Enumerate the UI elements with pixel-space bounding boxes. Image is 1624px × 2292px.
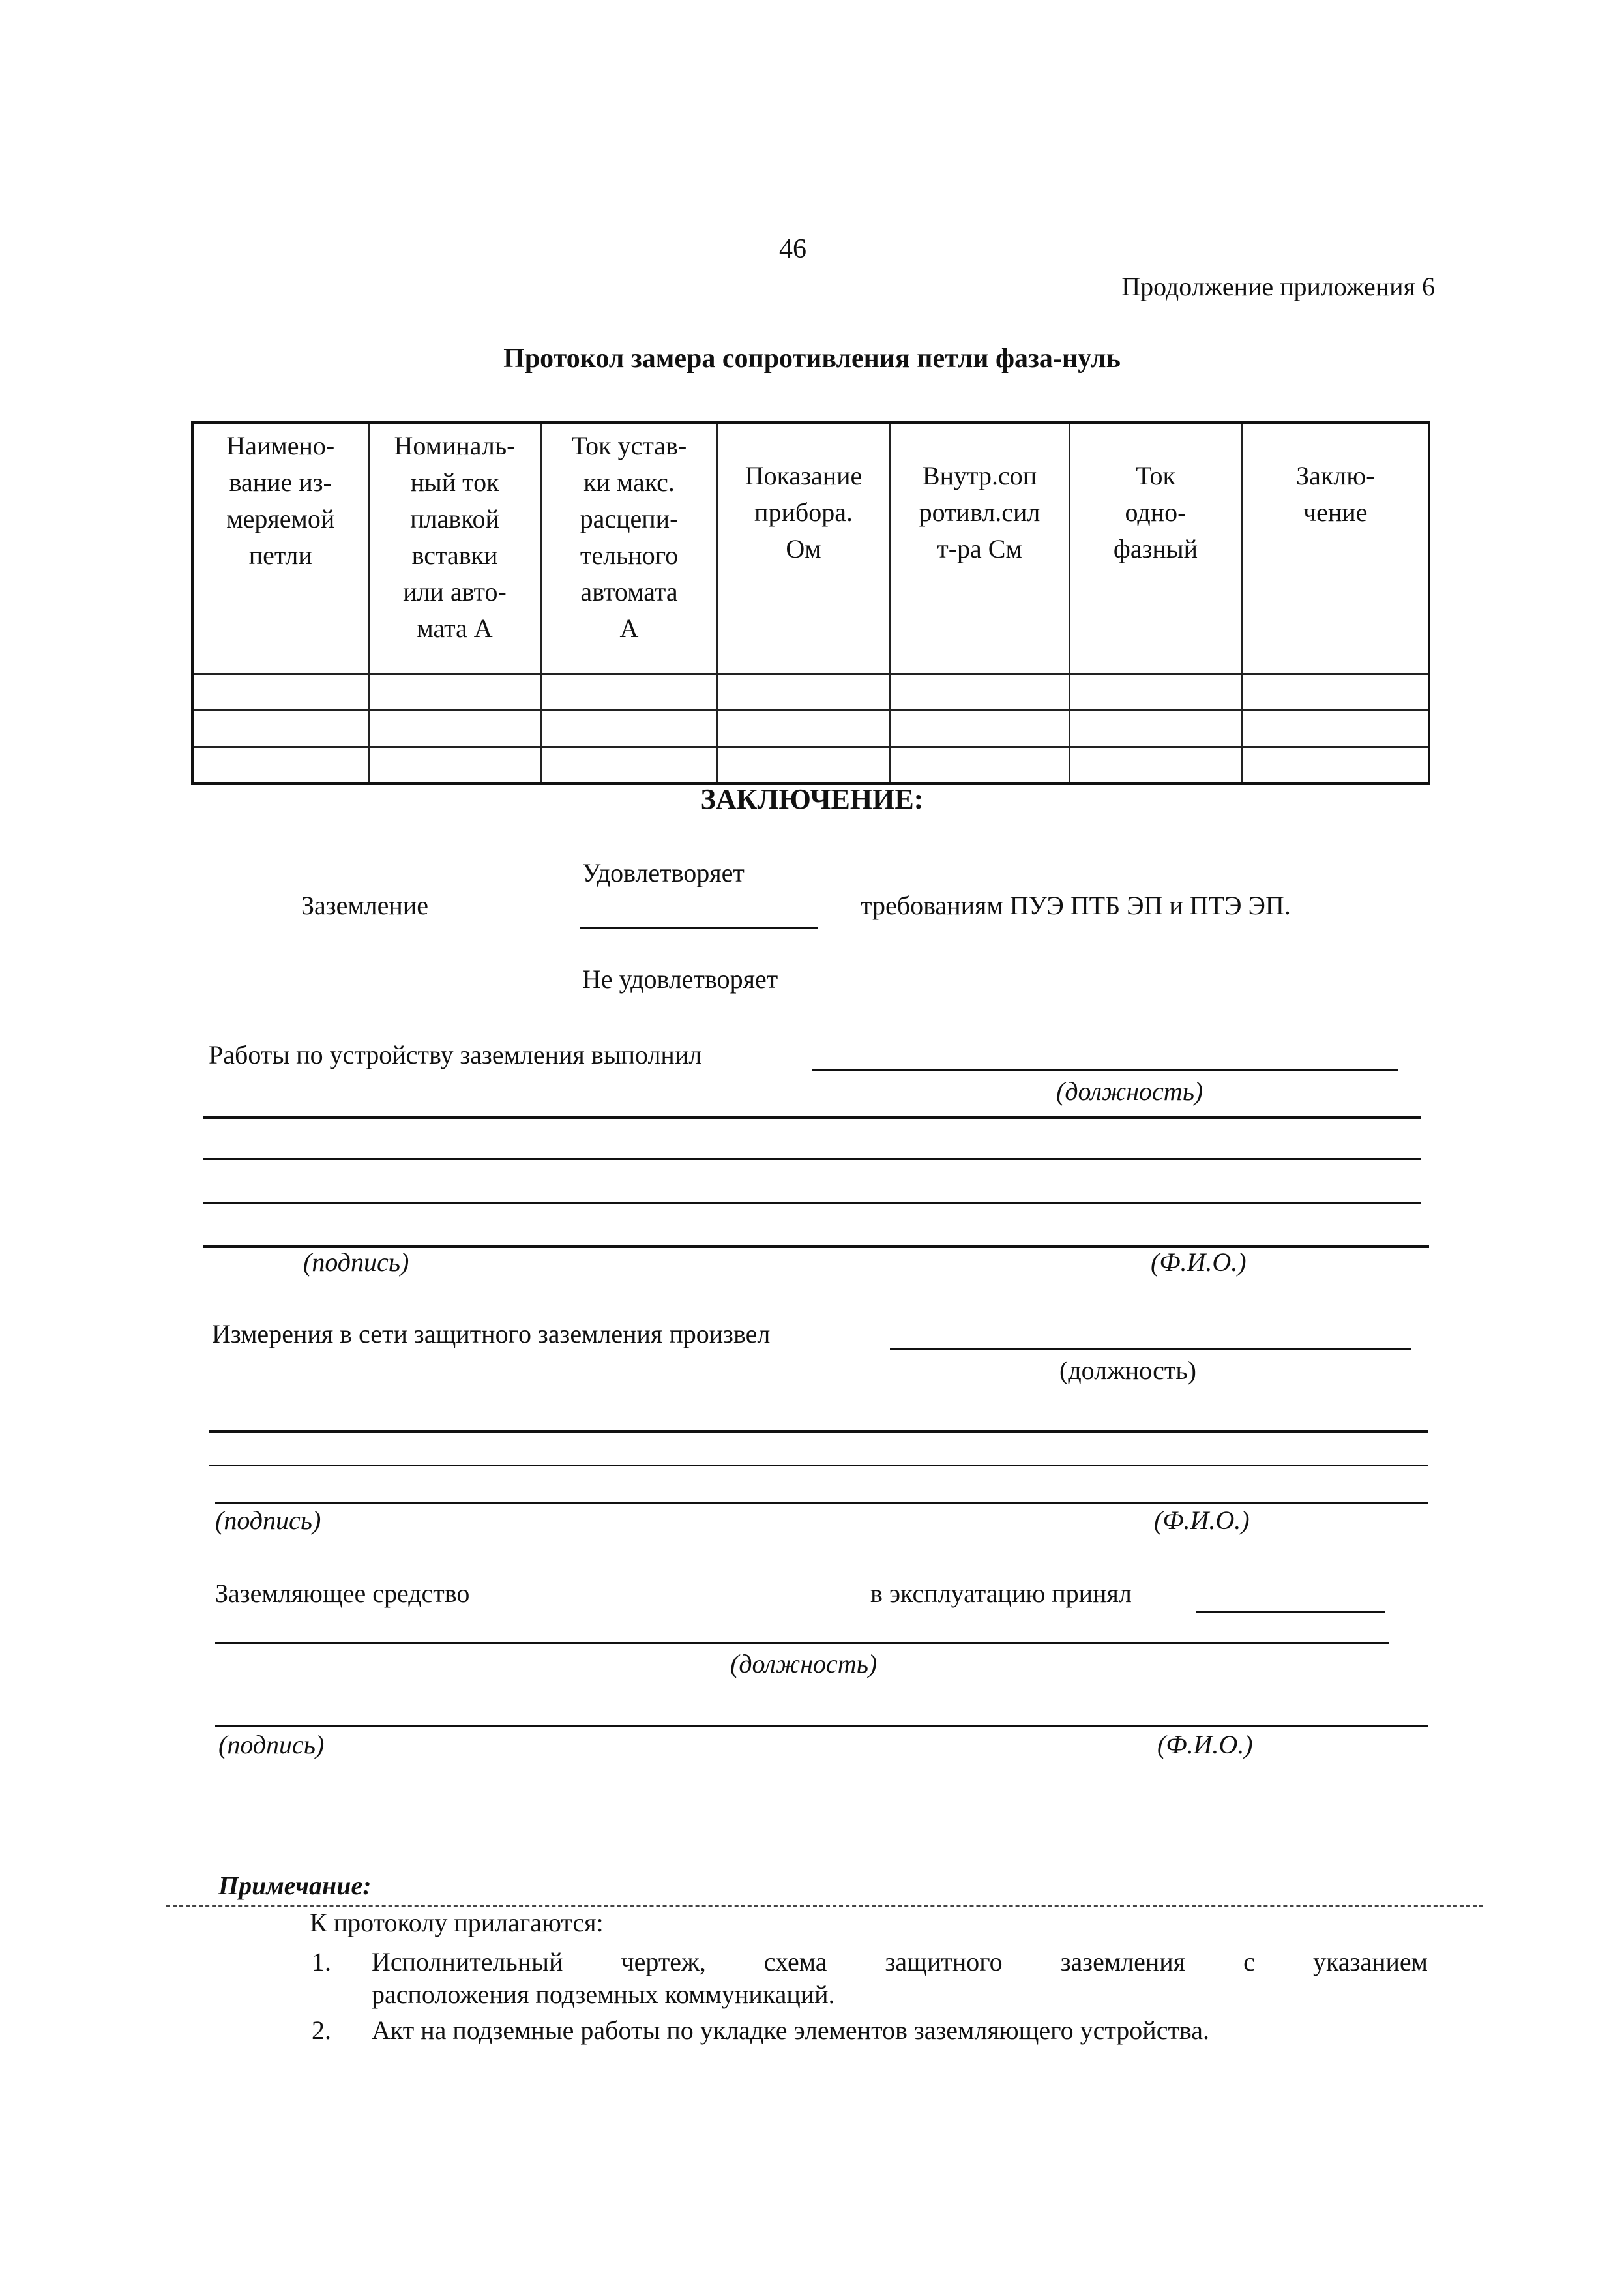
choice-line: [580, 927, 818, 929]
fio-caption: (Ф.И.О.): [1157, 1730, 1253, 1759]
column-header-instrument-reading: Показание прибора. Ом: [717, 423, 890, 674]
table-row: [192, 711, 1429, 747]
table-cell: [890, 747, 1069, 784]
note-item-text: расположения подземных коммуникаций.: [372, 1980, 835, 2009]
table-cell: [368, 711, 541, 747]
note-item-text: Акт на подземные работы по укладке элементов заземляющего устройства.: [372, 2016, 1210, 2045]
satisfies-option: Удовлетворяет: [582, 858, 745, 887]
fill-line: [209, 1465, 1428, 1466]
note-heading: Примечание:: [218, 1871, 372, 1900]
fill-line: [890, 1348, 1411, 1350]
table-cell: [1069, 674, 1242, 711]
conclusion-heading: ЗАКЛЮЧЕНИЕ:: [700, 783, 924, 815]
column-header-conclusion: Заклю- чение: [1242, 423, 1429, 674]
note-item-number: 2.: [312, 2016, 331, 2045]
table-cell: [541, 674, 717, 711]
table-cell: [890, 674, 1069, 711]
fill-line: [215, 1725, 1428, 1727]
table-row: [192, 674, 1429, 711]
table-cell: [368, 747, 541, 784]
table-cell: [368, 674, 541, 711]
table-cell: [717, 711, 890, 747]
note-item-text: Исполнительный чертеж, схема защитного заземления с указанием: [372, 1947, 1428, 1976]
table-cell: [192, 674, 368, 711]
fio-caption: (Ф.И.О.): [1151, 1247, 1247, 1277]
requirements-text: требованиям ПУЭ ПТБ ЭП и ПТЭ ЭП.: [861, 891, 1291, 920]
fill-line: [1196, 1611, 1385, 1613]
table-cell: [192, 747, 368, 784]
fill-line: [203, 1158, 1421, 1160]
not-satisfies-option: Не удовлетворяет: [582, 964, 778, 994]
table-cell: [541, 747, 717, 784]
grounding-device-text: Заземляющее средство: [215, 1579, 470, 1608]
performed-by-text: Работы по устройству заземления выполнил: [209, 1040, 702, 1069]
signature-caption: (подпись): [215, 1506, 321, 1535]
fill-line: [215, 1642, 1389, 1644]
table-cell: [1242, 674, 1429, 711]
table-cell: [717, 674, 890, 711]
fill-line: [203, 1202, 1421, 1204]
column-header-setting-current: Ток устав- ки макс. расцепи- тельного автомата А: [541, 423, 717, 674]
fill-line: [209, 1430, 1428, 1433]
table-cell: [890, 711, 1069, 747]
column-header-loop-name: Наимено- вание из- меряемой петли: [192, 423, 368, 674]
table-cell: [1242, 747, 1429, 784]
position-caption: (должность): [730, 1649, 878, 1678]
accepted-by-text: в эксплуатацию принял: [870, 1579, 1132, 1608]
page-number: 46: [779, 234, 806, 264]
signature-caption: (подпись): [303, 1247, 409, 1277]
column-header-single-phase-current: Ток одно- фазный: [1069, 423, 1242, 674]
fio-caption: (Ф.И.О.): [1154, 1506, 1250, 1535]
note-divider: [166, 1905, 1483, 1907]
position-caption: (должность): [1059, 1356, 1196, 1385]
table-header-row: [192, 423, 1429, 674]
grounding-label: Заземление: [301, 891, 428, 920]
table-cell: [1069, 711, 1242, 747]
table-cell: [192, 711, 368, 747]
fill-line: [812, 1069, 1398, 1071]
signature-caption: (подпись): [218, 1730, 325, 1759]
table-cell: [541, 711, 717, 747]
measured-by-text: Измерения в сети защитного заземления произвел: [212, 1319, 771, 1348]
table-cell: [1242, 711, 1429, 747]
fill-line: [215, 1502, 1428, 1504]
position-caption: (должность): [1056, 1077, 1203, 1106]
column-header-internal-resistance: Внутр.соп ротивл.сил т-ра См: [890, 423, 1069, 674]
appendix-continuation: Продолжение приложения 6: [1121, 272, 1435, 301]
table-cell: [1069, 747, 1242, 784]
note-intro: К протоколу прилагаются:: [310, 1908, 604, 1937]
protocol-title: Протокол замера сопротивления петли фаза-нуль: [503, 344, 1121, 374]
table-cell: [717, 747, 890, 784]
column-header-nominal-current: Номиналь- ный ток плавкой вставки или авто- мата А: [368, 423, 541, 674]
fill-line: [203, 1116, 1421, 1119]
table-row: [192, 747, 1429, 784]
note-item-number: 1.: [312, 1947, 331, 1976]
measurement-table: [191, 421, 1430, 785]
